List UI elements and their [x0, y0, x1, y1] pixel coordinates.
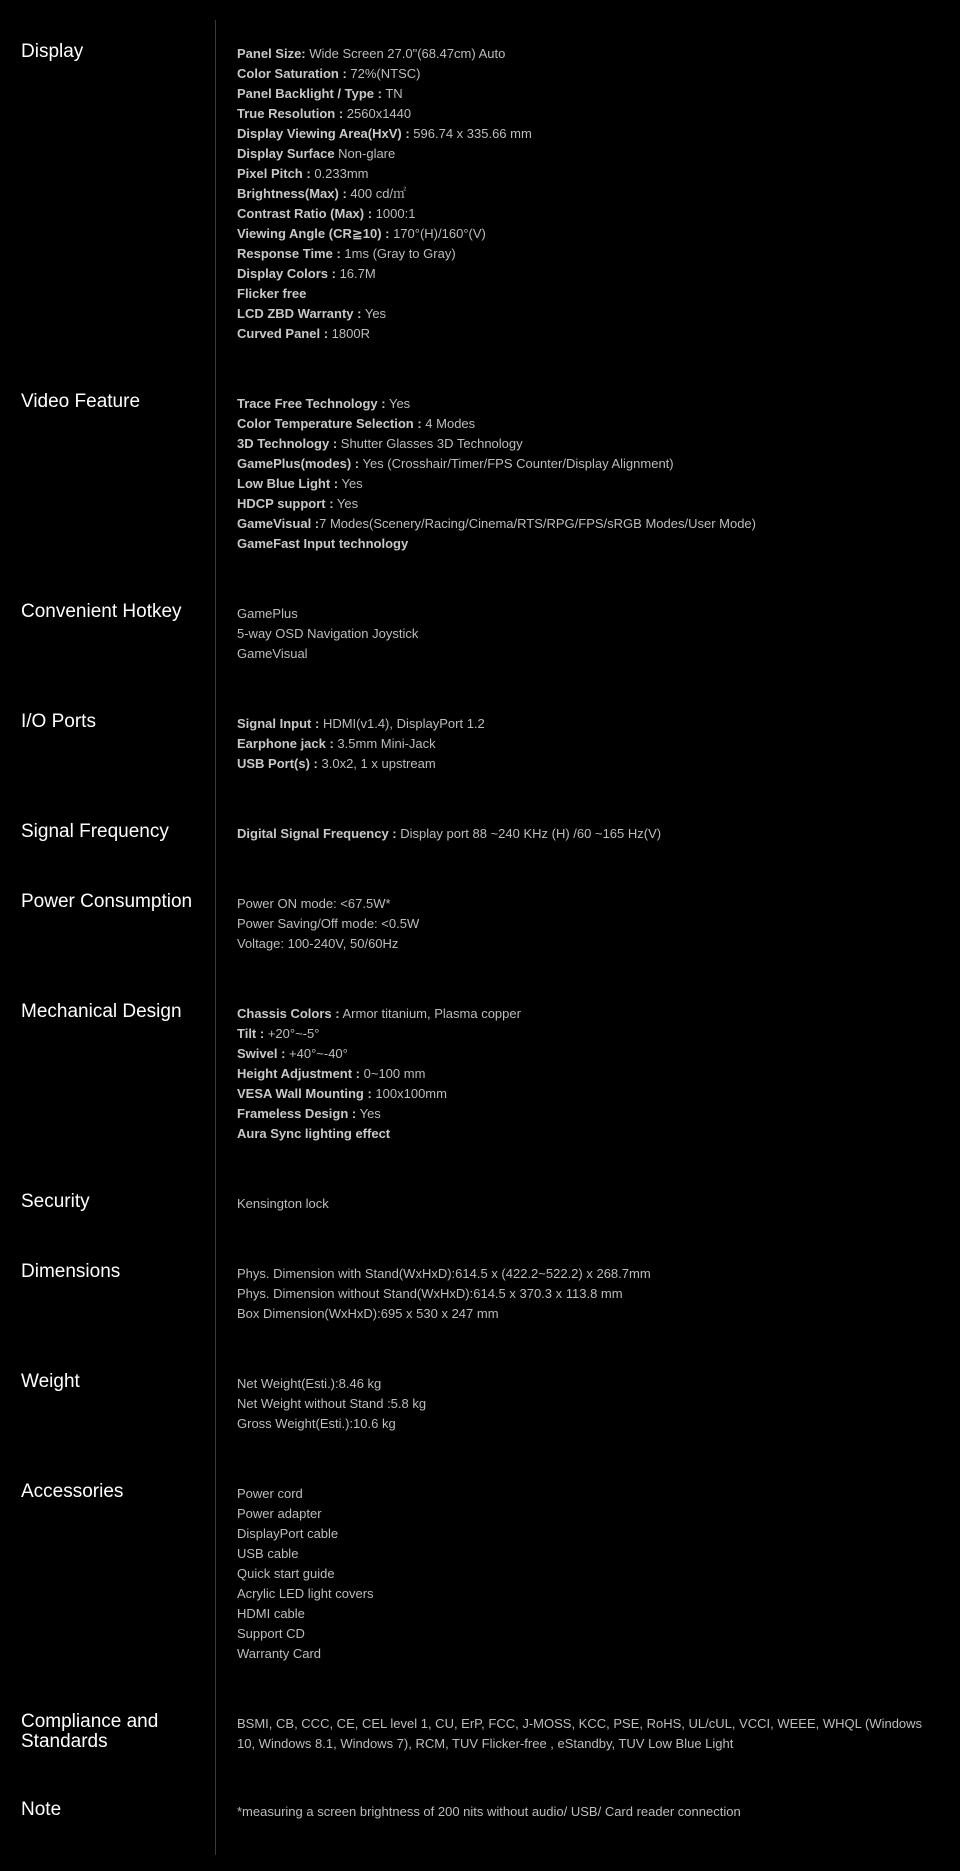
- spec-line: [237, 644, 937, 664]
- section-body: [237, 714, 937, 774]
- spec-value: Armor titanium, Plasma copper: [339, 1006, 521, 1021]
- spec-line: [237, 934, 937, 954]
- spec-value: 400 cd/㎡: [346, 186, 407, 201]
- spec-value: 7 Modes(Scenery/Racing/Cinema/RTS/RPG/FPS/sRGB Modes/User Mode): [319, 516, 756, 531]
- spec-line: [237, 1194, 937, 1214]
- spec-line: [237, 624, 937, 644]
- spec-label: Color Temperature Selection :: [237, 416, 422, 431]
- spec-label: 3D Technology :: [237, 436, 338, 451]
- spec-value: Power ON mode: <67.5W*: [237, 896, 391, 911]
- spec-label: Panel Backlight / Type :: [237, 86, 382, 101]
- spec-value: 3.5mm Mini-Jack: [333, 736, 436, 751]
- spec-label: Swivel :: [237, 1046, 286, 1061]
- spec-value: Voltage: 100-240V, 50/60Hz: [237, 936, 399, 951]
- spec-label: GameVisual :: [237, 516, 320, 531]
- spec-value: 1ms (Gray to Gray): [340, 246, 456, 261]
- spec-label: Earphone jack :: [237, 736, 334, 751]
- spec-value: Support CD: [237, 1626, 305, 1641]
- spec-value: BSMI, CB, CCC, CE, CEL level 1, CU, ErP, FCC, J-MOSS, KCC, PSE, RoHS, UL/cUL, VCCI, WEEE, WHQL (Windows 10, Windows 8.1, Windows 7), RCM, TUV Flicker-free , eStandby, TUV Low Blue Light: [237, 1716, 923, 1751]
- column-divider: [215, 20, 216, 1855]
- section-body: [237, 1714, 937, 1754]
- spec-value: +20°~-5°: [264, 1026, 320, 1041]
- spec-value: 170°(H)/160°(V): [389, 226, 486, 241]
- section-title: Compliance and Standards: [21, 1711, 159, 1752]
- spec-line: [237, 64, 937, 84]
- spec-value: *measuring a screen brightness of 200 nits without audio/ USB/ Card reader connection: [237, 1804, 741, 1819]
- spec-line: [237, 1264, 937, 1284]
- spec-label: Pixel Pitch :: [237, 166, 311, 181]
- spec-value: Gross Weight(Esti.):10.6 kg: [237, 1416, 396, 1431]
- spec-label: Trace Free Technology :: [237, 396, 386, 411]
- section-title: Mechanical Design: [21, 1001, 182, 1022]
- spec-label: Panel Size:: [237, 46, 306, 61]
- spec-line: [237, 1564, 937, 1584]
- spec-label: Display Colors :: [237, 266, 336, 281]
- spec-line: [237, 1024, 937, 1044]
- spec-label: LCD ZBD Warranty :: [237, 306, 362, 321]
- spec-line: [237, 414, 937, 434]
- spec-line: [237, 1304, 937, 1324]
- spec-value: GamePlus: [237, 606, 298, 621]
- section-title: Security: [21, 1191, 90, 1212]
- spec-line: [237, 914, 937, 934]
- spec-value: DisplayPort cable: [237, 1526, 339, 1541]
- spec-value: 1800R: [328, 326, 370, 341]
- section-title: Display: [21, 41, 84, 62]
- spec-line: [237, 434, 937, 454]
- spec-label: True Resolution :: [237, 106, 344, 121]
- spec-value: TN: [381, 86, 403, 101]
- spec-value: 16.7M: [335, 266, 376, 281]
- spec-label: Display Viewing Area(HxV) :: [237, 126, 410, 141]
- spec-value: Warranty Card: [237, 1646, 322, 1661]
- section-body: [237, 824, 937, 844]
- spec-line: [237, 1124, 937, 1144]
- spec-line: [237, 754, 937, 774]
- spec-line: [237, 184, 937, 204]
- spec-line: [237, 164, 937, 184]
- spec-value: Acrylic LED light covers: [237, 1586, 374, 1601]
- section-title: Dimensions: [21, 1261, 121, 1282]
- spec-label: Contrast Ratio (Max) :: [237, 206, 373, 221]
- spec-value: +40°~-40°: [285, 1046, 348, 1061]
- section-body: [237, 604, 937, 664]
- spec-label: Color Saturation :: [237, 66, 347, 81]
- spec-line: [237, 284, 937, 304]
- spec-label: Frameless Design :: [237, 1106, 357, 1121]
- section-title: I/O Ports: [21, 711, 96, 732]
- spec-value: Net Weight without Stand :5.8 kg: [237, 1396, 427, 1411]
- spec-line: [237, 144, 937, 164]
- spec-line: [237, 1484, 937, 1504]
- spec-line: [237, 84, 937, 104]
- section-body: [237, 1484, 937, 1664]
- section-body: [237, 1004, 937, 1144]
- spec-value: Quick start guide: [237, 1566, 335, 1581]
- spec-value: Yes: [333, 496, 359, 511]
- spec-line: [237, 394, 937, 414]
- spec-label: Low Blue Light :: [237, 476, 339, 491]
- spec-line: [237, 514, 937, 534]
- spec-value: Yes: [338, 476, 363, 491]
- spec-line: [237, 534, 937, 554]
- spec-value: 100x100mm: [371, 1086, 447, 1101]
- spec-line: [237, 824, 937, 844]
- section-title: Accessories: [21, 1481, 124, 1502]
- spec-value: Box Dimension(WxHxD):695 x 530 x 247 mm: [237, 1306, 499, 1321]
- spec-line: [237, 224, 937, 244]
- spec-line: [237, 474, 937, 494]
- spec-value: 4 Modes: [421, 416, 476, 431]
- spec-label: Brightness(Max) :: [237, 186, 347, 201]
- section-title: Power Consumption: [21, 891, 193, 912]
- spec-label: Height Adjustment :: [237, 1066, 361, 1081]
- spec-line: [237, 1714, 937, 1754]
- section-body: [237, 394, 937, 554]
- spec-line: [237, 604, 937, 624]
- section-body: [237, 44, 937, 344]
- spec-value: Power adapter: [237, 1506, 322, 1521]
- spec-line: [237, 1394, 937, 1414]
- spec-value: GameVisual: [237, 646, 308, 661]
- spec-label: GamePlus(modes) :: [237, 456, 360, 471]
- spec-line: [237, 1004, 937, 1024]
- spec-value: HDMI cable: [237, 1606, 305, 1621]
- spec-label: Signal Input :: [237, 716, 320, 731]
- spec-line: [237, 1044, 937, 1064]
- spec-label: Chassis Colors :: [237, 1006, 340, 1021]
- spec-value: 3.0x2, 1 x upstream: [317, 756, 436, 771]
- spec-label: Viewing Angle (CR≧10) :: [237, 226, 390, 241]
- spec-line: [237, 454, 937, 474]
- spec-value: Yes: [361, 306, 387, 321]
- spec-value: 2560x1440: [343, 106, 412, 121]
- spec-line: [237, 1504, 937, 1524]
- spec-line: [237, 1644, 937, 1664]
- spec-value: Phys. Dimension without Stand(WxHxD):614.5 x 370.3 x 113.8 mm: [237, 1286, 623, 1301]
- spec-value: Yes: [385, 396, 411, 411]
- section-title: Note: [21, 1799, 62, 1820]
- spec-label: HDCP support :: [237, 496, 334, 511]
- spec-value: Phys. Dimension with Stand(WxHxD):614.5 x (422.2~522.2) x 268.7mm: [237, 1266, 651, 1281]
- spec-value: 0~100 mm: [360, 1066, 426, 1081]
- spec-value: Power Saving/Off mode: <0.5W: [237, 916, 420, 931]
- spec-line: [237, 1414, 937, 1434]
- spec-value: Power cord: [237, 1486, 303, 1501]
- spec-line: [237, 714, 937, 734]
- spec-label: USB Port(s) :: [237, 756, 318, 771]
- spec-line: [237, 124, 937, 144]
- spec-line: [237, 1374, 937, 1394]
- spec-label: VESA Wall Mounting :: [237, 1086, 372, 1101]
- spec-label: Digital Signal Frequency :: [237, 826, 397, 841]
- spec-label: Tilt :: [237, 1026, 265, 1041]
- spec-line: [237, 1624, 937, 1644]
- spec-value: Shutter Glasses 3D Technology: [337, 436, 523, 451]
- spec-line: [237, 1284, 937, 1304]
- section-body: [237, 1264, 937, 1324]
- spec-line: [237, 264, 937, 284]
- spec-line: [237, 324, 937, 344]
- spec-value: 0.233mm: [310, 166, 369, 181]
- spec-value: 596.74 x 335.66 mm: [409, 126, 532, 141]
- spec-value: 5-way OSD Navigation Joystick: [237, 626, 419, 641]
- spec-line: [237, 1802, 937, 1822]
- spec-label: GameFast Input technology: [237, 536, 409, 551]
- section-body: [237, 1194, 937, 1214]
- section-title: Signal Frequency: [21, 821, 169, 842]
- spec-value: Net Weight(Esti.):8.46 kg: [237, 1376, 382, 1391]
- spec-value: 72%(NTSC): [346, 66, 421, 81]
- section-body: [237, 1802, 937, 1822]
- section-title: Video Feature: [21, 391, 141, 412]
- spec-line: [237, 894, 937, 914]
- spec-value: Yes: [356, 1106, 381, 1121]
- spec-line: [237, 1104, 937, 1124]
- section-body: [237, 1374, 937, 1434]
- spec-line: [237, 304, 937, 324]
- spec-value: Non-glare: [334, 146, 396, 161]
- section-body: [237, 894, 937, 954]
- spec-line: [237, 494, 937, 514]
- spec-label: Response Time :: [237, 246, 341, 261]
- spec-line: [237, 1524, 937, 1544]
- spec-label: Flicker free: [237, 286, 307, 301]
- spec-line: [237, 104, 937, 124]
- spec-label: Aura Sync lighting effect: [237, 1126, 391, 1141]
- spec-line: [237, 44, 937, 64]
- spec-value: HDMI(v1.4), DisplayPort 1.2: [319, 716, 485, 731]
- spec-line: [237, 1584, 937, 1604]
- spec-line: [237, 1084, 937, 1104]
- section-title: Weight: [21, 1371, 80, 1392]
- section-title: Convenient Hotkey: [21, 601, 182, 622]
- spec-line: [237, 204, 937, 224]
- spec-label: Curved Panel :: [237, 326, 329, 341]
- spec-value: 1000:1: [372, 206, 416, 221]
- spec-value: USB cable: [237, 1546, 299, 1561]
- spec-value: Kensington lock: [237, 1196, 329, 1211]
- spec-line: [237, 244, 937, 264]
- spec-value: Wide Screen 27.0"(68.47cm) Auto: [305, 46, 506, 61]
- spec-line: [237, 1064, 937, 1084]
- spec-label: Display Surface: [237, 146, 335, 161]
- spec-value: Yes (Crosshair/Timer/FPS Counter/Display Alignment): [359, 456, 674, 471]
- spec-line: [237, 1544, 937, 1564]
- spec-line: [237, 734, 937, 754]
- spec-value: Display port 88 ~240 KHz (H) /60 ~165 Hz(V): [396, 826, 662, 841]
- spec-line: [237, 1604, 937, 1624]
